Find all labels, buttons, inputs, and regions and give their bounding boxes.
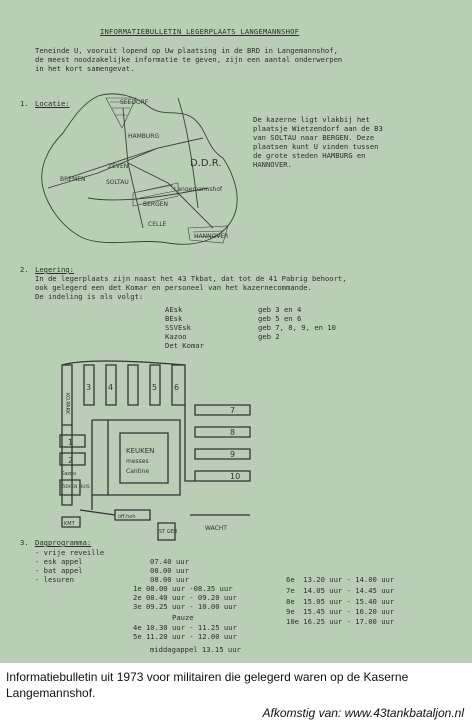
locatie-line-3: van SOLTAU naar BERGEN. Deze — [253, 133, 375, 142]
indeling-unit: BEsk — [165, 314, 183, 323]
intro-line-2: de meest noodzakelijke informatie te geven, zijn een aantal onderwerpen — [35, 55, 343, 64]
legering-line-2: ook gelegerd een det Komar en personeel van het kazernecommande. — [35, 283, 312, 292]
plan-label-5: 5 — [152, 383, 158, 392]
map-label-bremen: BREMEN — [60, 176, 86, 183]
plan-label-10: 10 — [230, 472, 241, 481]
plan-label-1: 1 — [68, 438, 74, 447]
locatie-line-6: HANNOVER. — [253, 160, 292, 169]
indeling-unit: Det Komar — [165, 341, 204, 350]
image-caption: Informatiebulletin uit 1973 voor militairen die gelegerd waren op de Kaserne Langemannshof. — [6, 670, 409, 700]
map-label-celle: CELLE — [148, 221, 167, 228]
plan-label-2: 2 — [68, 456, 74, 465]
program-label: - lesuren — [35, 575, 74, 584]
plan-label-cantine: Cantine — [126, 468, 150, 475]
section-3-heading: Dagprogramma: — [35, 538, 92, 547]
plan-label-messes: messes — [126, 458, 149, 465]
location-map — [28, 88, 250, 256]
intro-line-3: in het kort samengevat. — [35, 64, 135, 73]
lesson-right: 8e 15.05 uur - 15.40 uur — [286, 597, 395, 606]
map-label-hamburg: HAMBURG — [128, 133, 160, 140]
section-1-number: 1. — [20, 99, 29, 108]
section-2-number: 2. — [20, 265, 29, 274]
lesson-pauze: Pauze — [172, 613, 194, 622]
map-label-ddr: D.D.R. — [190, 158, 222, 169]
lesson-left: 5e 11.20 uur - 12.00 uur — [133, 632, 237, 641]
section-1-heading: Locatie: — [35, 99, 70, 108]
middagappel: middagappel 13.15 uur — [150, 645, 241, 654]
plan-label-ziekenhuis: ZIEKEN HUIS — [61, 485, 90, 490]
document-title: INFORMATIEBULLETIN LEGERPLAATS LANGEMANNSHOF — [100, 27, 300, 36]
lesson-left: 3e 09.25 uur - 10.00 uur — [133, 602, 237, 611]
plan-label-kazoo: Kazoo — [61, 471, 76, 477]
locatie-line-2: plaatsje Wietzendorf aan de B3 — [253, 124, 383, 133]
plan-label-kopark: KO.PARK — [64, 393, 70, 415]
program-time: 07.40 uur — [150, 557, 189, 566]
map-label-seedorf: SEEDORF — [120, 99, 149, 106]
plan-label-kmt: KMT — [64, 521, 75, 527]
program-time: 08.00 uur — [150, 566, 189, 575]
indeling-geb: geb 3 en 4 — [258, 305, 302, 314]
map-label-hannover: HANNOVER — [194, 233, 229, 240]
barracks-plan — [40, 355, 270, 545]
locatie-line-4: plaatsen kunt U vinden tussen — [253, 142, 379, 151]
program-time: 08.00 uur — [150, 575, 189, 584]
plan-label-8: 8 — [230, 428, 236, 437]
lesson-right: 9e 15.45 uur - 16.20 uur — [286, 607, 395, 616]
legering-line-3: De indeling is als volgt: — [35, 292, 144, 301]
plan-label-wacht: WACHT — [205, 525, 227, 532]
lesson-right: 6e 13.20 uur - 14.00 uur — [286, 575, 395, 584]
indeling-unit: Kazoo — [165, 332, 187, 341]
section-3-number: 3. — [20, 538, 29, 547]
section-2-heading: Legering: — [35, 265, 74, 274]
locatie-line-1: De kazerne ligt vlakbij het — [253, 115, 370, 124]
program-label: - vrije reveille — [35, 548, 105, 557]
plan-label-offhoh: off.hoh — [118, 514, 136, 520]
plan-label-7: 7 — [230, 406, 236, 415]
plan-label-3: 3 — [86, 383, 92, 392]
plan-label-6: 6 — [174, 383, 180, 392]
plan-label-9: 9 — [230, 450, 236, 459]
map-label-bergen: BERGEN — [143, 201, 169, 208]
plan-label-stgeb: ST GEB — [159, 529, 178, 535]
lesson-left: 1e 08.00 uur -08.35 uur — [133, 584, 233, 593]
lesson-right: 7e 14.05 uur - 14.45 uur — [286, 586, 395, 595]
indeling-unit: AEsk — [165, 305, 183, 314]
plan-label-4: 4 — [108, 383, 114, 392]
map-label-langemannshof: Langemannshof — [174, 186, 223, 193]
plan-label-keuken: KEUKEN — [126, 447, 155, 455]
indeling-unit: SSVEsk — [165, 323, 191, 332]
lesson-left: 4e 10.30 uur - 11.25 uur — [133, 623, 237, 632]
program-label: - esk appel — [35, 557, 83, 566]
lesson-right: 10e 16.25 uur - 17.00 uur — [286, 617, 395, 626]
map-label-soltau: SOLTAU — [106, 179, 129, 186]
map-label-zeven: ZEVEN — [108, 163, 129, 170]
indeling-geb: geb 5 en 6 — [258, 314, 302, 323]
indeling-geb: geb 7, 8, 9, en 10 — [258, 323, 336, 332]
lesson-left: 2e 08.40 uur - 09.20 uur — [133, 593, 237, 602]
image-source: Afkomstig van: www.43tankbataljon.nl — [262, 706, 464, 720]
legering-line-1: In de legerplaats zijn naast het 43 Tkbat, dat tot de 41 Pabrig behoort, — [35, 274, 347, 283]
indeling-geb: geb 2 — [258, 332, 280, 341]
locatie-line-5: de grote steden HAMBURG en — [253, 151, 366, 160]
intro-line-1: Teneinde U, vooruit lopend op Uw plaatsing in de BRD in Langemannshof, — [35, 46, 338, 55]
program-label: - bat appel — [35, 566, 83, 575]
